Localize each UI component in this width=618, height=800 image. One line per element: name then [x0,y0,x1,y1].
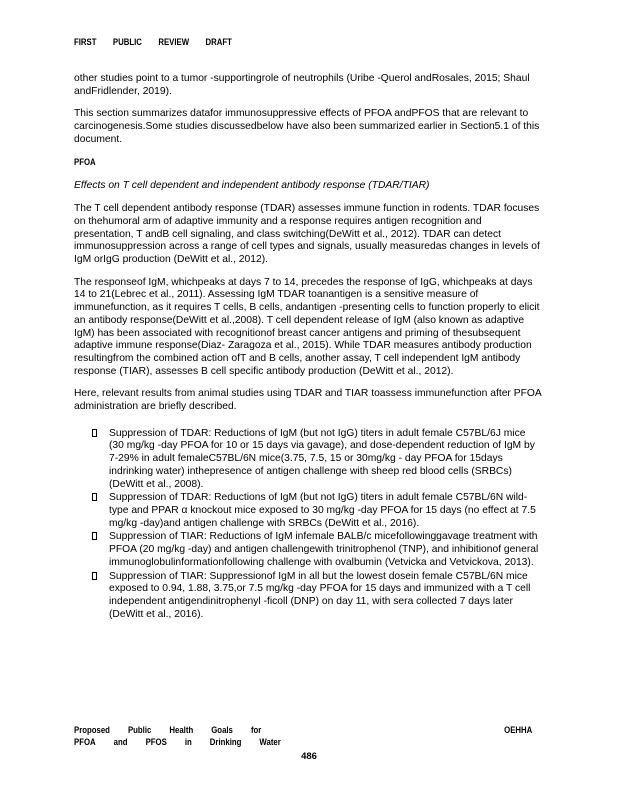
list-item [92,428,542,492]
footer-word: PFOA [74,737,96,748]
footer-word: in [184,737,192,748]
list-item [92,571,542,622]
header-word: PUBLIC [112,37,142,48]
bullet-box-icon [92,532,97,540]
paragraph: The responseof IgM, whichpeaks at days 7 to 14, precedes the response of IgG, whichpeaks at days 14 to 21(Lebrec et al., 2011). Assessing IgM TDAR toanantigen is a sensitive measure of immunefunction, as it requires T cells, B cells, andantigen -presenting cells to function properly to elicit an antibody response(DeWitt et al.,2008). T cell dependent release of IgM (also known as adaptive IgM) has been associated with recognitionof breast cancer antigens and priming of thesubsequent adaptive immune response(Diaz- Zaragoza et al., 2015). While TDAR measures antibody production resultingfrom the combined action ofT and B cells, another assay, T cell independent IgM antibody response (TIAR), assesses B cell specific antibody production (DeWitt et al., 2012). [74,276,540,377]
list-item-text: Suppression of TIAR: Reductions of IgM infemale BALB/c micefollowinggavage treatment with PFOA (20 mg/kg -day) and antigen challengewith trinitrophenol (TNP), and inhibitionof general immunoglobulinformationfollowing challenge with ovalbumin (Vetvicka and Vetvickova, 2013). [109,531,539,568]
list-item-text: Suppression of TDAR: Reductions of IgM (but not IgG) titers in adult female C57BL/6N wild-type and PPAR α knockout mice exposed to 30 mg/kg -day PFOA for 15 days (no effect at 7.5 mg/kg -day)and antigen challenge with SRBCs (DeWitt et al., 2016). [109,492,536,529]
document-body [74,73,542,622]
footer-word: PFOS [145,737,167,748]
header-word: FIRST [74,37,97,48]
subsection-heading: Effects on T cell dependent and independent antibody response (TDAR/TIAR) [74,179,430,191]
footer-word: Health [169,725,194,736]
paragraph: The T cell dependent antibody response (TDAR) assesses immune function in rodents. TDAR focuses on thehumoral arm of adaptive immunity and a response requires antigen recognition and presentation, T andB cell signaling, and class switching(DeWitt et al., 2012). TDAR can detect immunosuppression across a range of cell types and signals, usually measuredas changes in levels of IgM orIgG production (DeWitt et al., 2012). [74,203,540,266]
running-footer [74,725,544,749]
footer-word: Drinking [209,737,242,748]
list-item [92,531,542,569]
paragraph: Here, relevant results from animal studies using TDAR and TIAR toassess immunefunction after PFOA administration are briefly described. [74,388,542,413]
footer-word: Goals [211,725,233,736]
running-header [74,37,248,48]
list-item-text: Suppression of TIAR: Suppressionof IgM in all but the lowest dosein female C57BL/6N mice exposed to 0.94, 1.88, 3.75,or 7.5 mg/kg -day PFOA for 15 days and immunized with a T cell independent antigendinitrophenyl -ficoll (DNP) on day 11, with sera collected 7 days later (DeWitt et al., 2016). [109,570,531,620]
footer-word: Public [127,725,152,736]
paragraph: This section summarizes datafor immunosuppressive effects of PFOA andPFOS that are relevant to carcinogenesis.Some studies discussedbelow have also been summarized earlier in Section5.1 of this document. [74,108,540,145]
footer-title [74,725,459,749]
footer-word: Water [259,737,281,748]
footer-word: for [250,725,262,736]
bullet-list [74,428,542,622]
list-item [92,492,542,530]
footer-word: and [113,737,128,748]
bullet-box-icon [92,572,97,580]
header-word: REVIEW [158,37,190,48]
footer-agency: OEHHA [503,725,532,736]
page-number: 486 [301,751,317,762]
footer-word: Proposed [74,725,110,736]
bullet-box-icon [92,493,97,501]
list-item-text: Suppression of TDAR: Reductions of IgM (but not IgG) titers in adult female C57BL/6J mice (30 mg/kg -day PFOA for 10 or 15 days via gavage), and dose-dependent reduction of IgM by 7-29% in adult femaleC57BL/6N mice(3.75, 7.5, 15 or 30mg/kg - day PFOA for 15days indrinking water) inthepresence of antigen challenge with sheep red blood cells (SRBCs) (DeWitt et al., 2008). [109,427,535,490]
paragraph: other studies point to a tumor -supportingrole of neutrophils (Uribe -Querol andRosales, 2015; Shaul andFridlender, 2019). [74,73,530,97]
bullet-box-icon [92,429,97,437]
section-heading: PFOA [74,156,96,168]
header-word: DRAFT [205,37,232,48]
